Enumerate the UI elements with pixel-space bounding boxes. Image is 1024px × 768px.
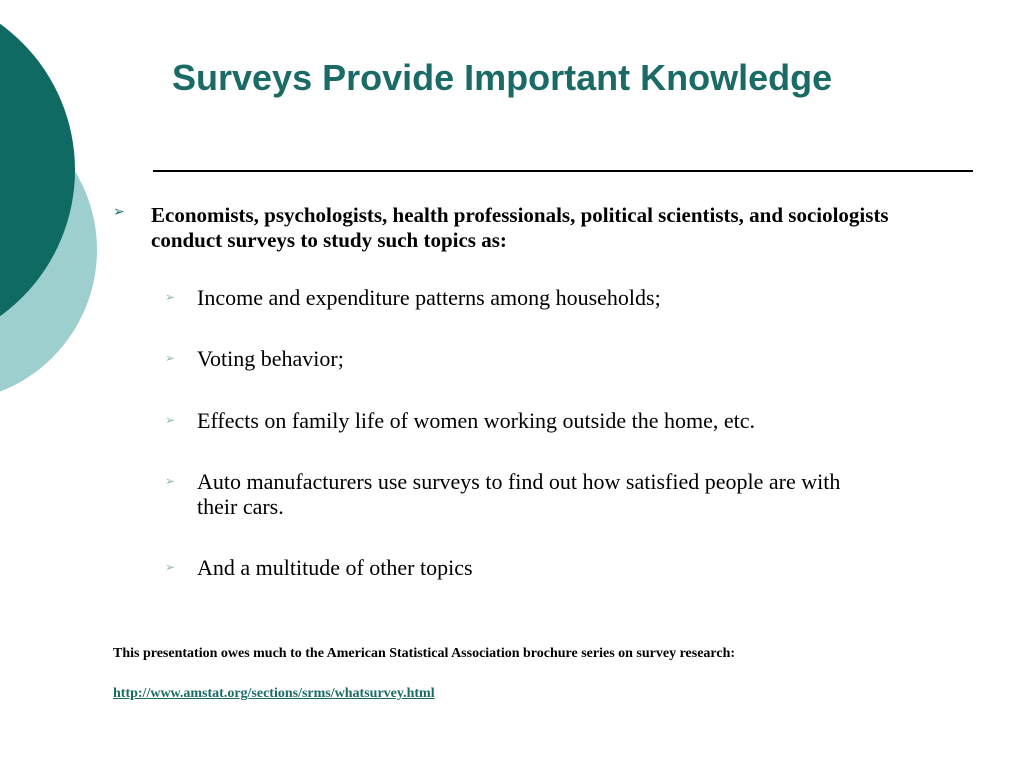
arrowhead-bullet-icon: ➢ bbox=[165, 474, 176, 488]
attribution-note: This presentation owes much to the American Statistical Association brochure series on survey research: bbox=[113, 646, 736, 661]
sub-bullet-text: Auto manufacturers use surveys to find out how satisfied people are with their cars. bbox=[197, 469, 841, 519]
sub-bullet bbox=[165, 555, 905, 580]
sub-bullet bbox=[165, 408, 905, 433]
arrowhead-bullet-icon: ➢ bbox=[165, 290, 176, 304]
title-divider bbox=[153, 170, 973, 172]
main-bullet-text: Economists, psychologists, health professionals, political scientists, and sociologists conduct surveys to study such topics as: bbox=[151, 203, 889, 252]
sub-bullet bbox=[165, 285, 905, 310]
sub-bullet-text: And a multitude of other topics bbox=[197, 555, 473, 580]
sub-bullet bbox=[165, 346, 905, 371]
source-link[interactable]: http://www.amstat.org/sections/srms/whatsurvey.html bbox=[113, 686, 435, 701]
arrowhead-bullet-icon: ➢ bbox=[113, 204, 125, 220]
main-bullet bbox=[113, 203, 893, 253]
sub-bullet-text: Effects on family life of women working outside the home, etc. bbox=[197, 408, 756, 433]
decorative-circles bbox=[0, 0, 120, 420]
sub-bullet-text: Voting behavior; bbox=[197, 346, 344, 371]
arrowhead-bullet-icon: ➢ bbox=[165, 351, 176, 365]
sub-bullet bbox=[165, 469, 885, 519]
slide-title: Surveys Provide Important Knowledge bbox=[172, 57, 833, 98]
arrowhead-bullet-icon: ➢ bbox=[165, 413, 176, 427]
arrowhead-bullet-icon: ➢ bbox=[165, 560, 176, 574]
sub-bullet-text: Income and expenditure patterns among households; bbox=[197, 285, 661, 310]
